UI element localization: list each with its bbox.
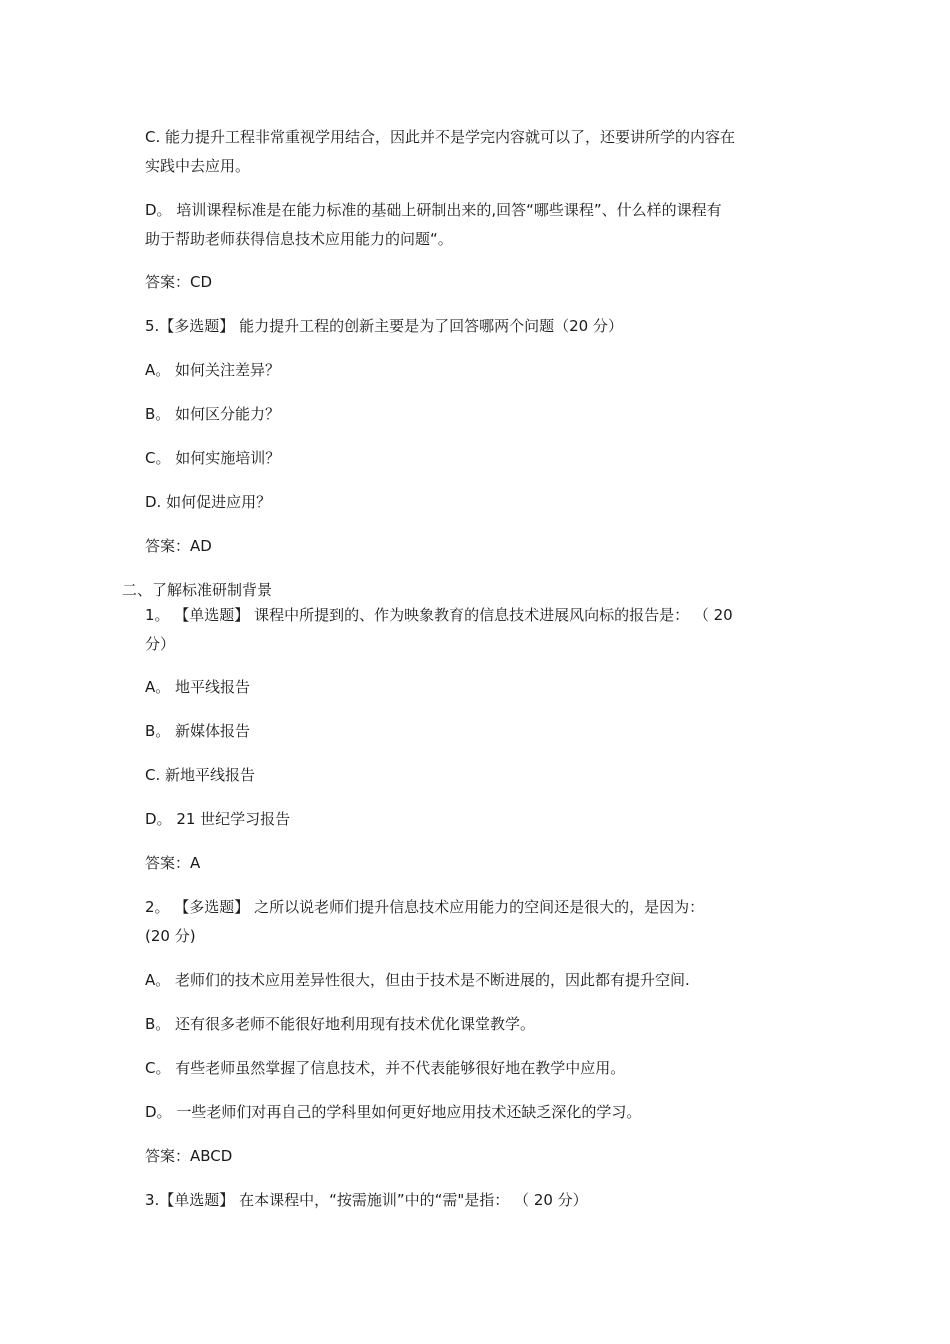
- question-5-option-b: B。 如何区分能力？: [145, 405, 281, 423]
- answer-q5: 答案：AD: [145, 537, 212, 555]
- question-1-option-c: C. 新地平线报告: [145, 766, 256, 784]
- question-5-stem: 5.【多选题】 能力提升工程的创新主要是为了回答哪两个问题（20 分）: [145, 317, 623, 335]
- question-1-stem-line-2: 分）: [145, 635, 176, 653]
- option-d-line-1: D。 培训课程标准是在能力标准的基础上研制出来的,回答“哪些课程”、什么样的课程有: [145, 201, 722, 219]
- option-c-line-2: 实践中去应用。: [145, 157, 251, 175]
- section-2-heading: 二、了解标准研制背景: [122, 581, 273, 599]
- question-5-option-a: A。 如何关注差异？: [145, 361, 281, 379]
- question-5-option-c: C。 如何实施培训？: [145, 449, 281, 467]
- question-5-option-d: D. 如何促进应用？: [145, 493, 272, 511]
- option-d-line-2: 助于帮助老师获得信息技术应用能力的问题“。: [145, 230, 453, 248]
- answer-section2-q2: 答案：ABCD: [145, 1147, 233, 1165]
- question-2-option-c: C。 有些老师虽然掌握了信息技术，并不代表能够很好地在教学中应用。: [145, 1059, 626, 1077]
- question-2-option-a: A。 老师们的技术应用差异性很大，但由于技术是不断进展的，因此都有提升空间.: [145, 971, 690, 989]
- question-1-option-a: A。 地平线报告: [145, 678, 251, 696]
- answer-section2-q1: 答案：A: [145, 854, 201, 872]
- question-1-option-b: B。 新媒体报告: [145, 722, 251, 740]
- answer-q4: 答案：CD: [145, 273, 213, 291]
- question-1-option-d: D。 21 世纪学习报告: [145, 810, 291, 828]
- question-2-option-b: B。 还有很多老师不能很好地利用现有技术优化课堂教学。: [145, 1015, 536, 1033]
- option-c-line-1: C. 能力提升工程非常重视学用结合，因此并不是学完内容就可以了，还要讲所学的内容在: [145, 128, 736, 146]
- question-2-stem-line-1: 2。 【多选题】 之所以说老师们提升信息技术应用能力的空间还是很大的，是因为：: [145, 898, 705, 916]
- question-1-stem-line-1: 1。 【单选题】 课程中所提到的、作为映象教育的信息技术进展风向标的报告是： （ 20: [145, 606, 733, 624]
- question-3-stem: 3.【单选题】 在本课程中，“按需施训”中的“需"是指： （ 20 分）: [145, 1191, 588, 1209]
- question-2-stem-line-2: (20 分): [145, 927, 196, 945]
- question-2-option-d: D。 一些老师们对再自己的学科里如何更好地应用技术还缺乏深化的学习。: [145, 1103, 642, 1121]
